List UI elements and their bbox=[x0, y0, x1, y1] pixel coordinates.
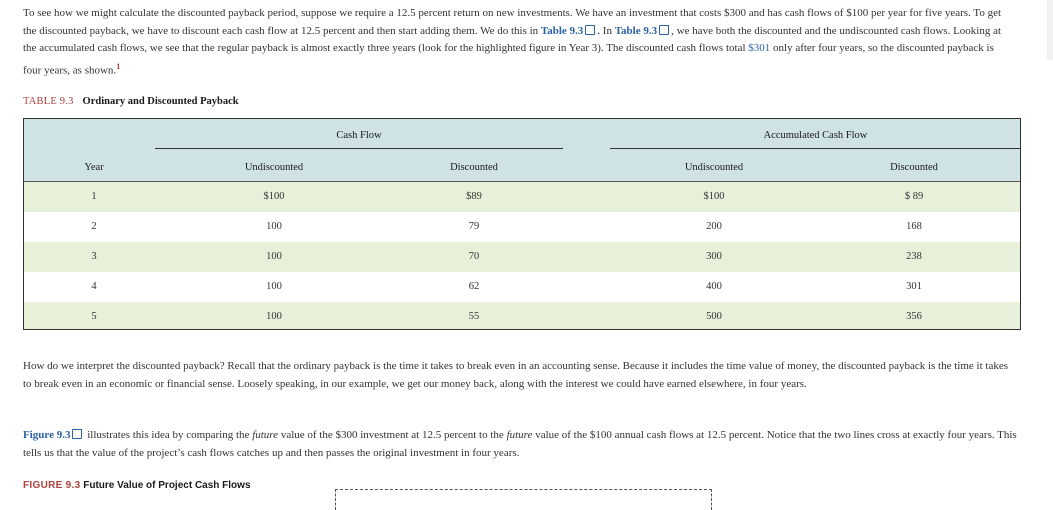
intro-text-1: To see how we might calculate the discounted payback period, suppose we require a 12.5 percent return on new investments. We have an investment that costs $300 and has cash flows of $100 per year for five years. To get the discounted payback, we have to discount each cash flow at 12.5 percent and then start adding them. We do this in bbox=[23, 7, 1002, 37]
figure-title: Future Value of Project Cash Flows bbox=[83, 480, 251, 491]
footnote-marker[interactable]: 1 bbox=[116, 61, 121, 71]
cell-acc-discounted: $ 89 bbox=[904, 191, 924, 202]
col-header-discounted: Discounted bbox=[450, 162, 498, 173]
highlighted-total: $301 bbox=[748, 42, 771, 54]
cell-year: 3 bbox=[91, 251, 97, 262]
figure-emphasis-1: future bbox=[252, 429, 279, 441]
figure-paragraph bbox=[23, 427, 1028, 462]
intro-text-2: . In bbox=[597, 24, 615, 37]
table-row bbox=[24, 212, 1020, 242]
cell-acc-discounted: 238 bbox=[906, 251, 922, 262]
cell-cf-undiscounted: 100 bbox=[266, 311, 282, 322]
col-header-undiscounted: Undiscounted bbox=[244, 162, 304, 173]
group-underline-cash-flow bbox=[155, 148, 563, 149]
figure-text-1: illustrates this idea by comparing the bbox=[84, 429, 253, 441]
cell-cf-discounted: 55 bbox=[468, 311, 480, 322]
payback-table bbox=[23, 118, 1021, 330]
col-header-acc-discounted: Discounted bbox=[890, 162, 938, 173]
figure-caption bbox=[23, 480, 251, 491]
external-link-icon[interactable] bbox=[72, 429, 82, 439]
cell-cf-discounted: $89 bbox=[466, 191, 482, 202]
cell-year: 4 bbox=[91, 281, 97, 292]
cell-acc-undiscounted-highlighted: 300 bbox=[706, 251, 722, 262]
cell-acc-undiscounted: 400 bbox=[706, 281, 722, 292]
cell-year: 2 bbox=[91, 221, 97, 232]
cell-cf-undiscounted: 100 bbox=[266, 221, 282, 232]
cell-acc-undiscounted: 500 bbox=[706, 311, 722, 322]
group-header-cash-flow: Cash Flow bbox=[336, 130, 382, 141]
cell-acc-discounted: 356 bbox=[906, 311, 922, 322]
figure-frame bbox=[335, 489, 712, 510]
intro-text-3: , we have both the discounted and the undiscounted cash flows. Looking at the accumulated cash flows, we see that the regular payback is almost exactly three years (look for the highlighted figure in Year 3). The discounted cash flows total bbox=[23, 24, 1002, 54]
table-row bbox=[24, 182, 1020, 212]
table-header bbox=[24, 119, 1020, 181]
external-link-icon[interactable] bbox=[585, 25, 595, 35]
group-underline-accumulated bbox=[610, 148, 1021, 149]
cell-acc-discounted-highlighted: 301 bbox=[906, 281, 922, 292]
table-row bbox=[24, 242, 1020, 272]
cell-year: 5 bbox=[91, 311, 97, 322]
table-9-3-link-2[interactable]: Table 9.3 bbox=[614, 24, 658, 37]
table-9-3-link[interactable]: Table 9.3 bbox=[540, 24, 584, 37]
external-link-icon[interactable] bbox=[659, 25, 669, 35]
cell-cf-discounted: 79 bbox=[468, 221, 480, 232]
cell-acc-undiscounted: 200 bbox=[706, 221, 722, 232]
table-row bbox=[24, 302, 1020, 329]
interpretation-paragraph: How do we interpret the discounted payback? Recall that the ordinary payback is the time it takes to break even in an accounting sense. Because it includes the time value of money, the discounted payback is the time it takes to break even in an economic or financial sense. Loosely speaking, in our example, we get our money back, along with the interest we could have earned elsewhere, in four years. bbox=[23, 360, 1008, 390]
cell-cf-discounted: 70 bbox=[468, 251, 480, 262]
intro-text-4: only after four years, so the discounted payback is four years, as shown. bbox=[23, 42, 994, 77]
figure-label: FIGURE 9.3 bbox=[23, 480, 81, 491]
cell-cf-undiscounted: 100 bbox=[266, 281, 282, 292]
intro-paragraph bbox=[23, 5, 1008, 80]
col-header-year: Year bbox=[84, 162, 104, 173]
col-header-acc-undiscounted: Undiscounted bbox=[684, 162, 744, 173]
figure-text-2: value of the $300 investment at 12.5 percent to the bbox=[278, 429, 507, 441]
table-title: Ordinary and Discounted Payback bbox=[82, 96, 239, 107]
scrollbar-track[interactable] bbox=[1047, 0, 1053, 60]
cell-year: 1 bbox=[91, 191, 97, 202]
group-header-accumulated: Accumulated Cash Flow bbox=[763, 130, 868, 141]
table-row bbox=[24, 272, 1020, 302]
cell-acc-discounted: 168 bbox=[906, 221, 922, 232]
cell-acc-undiscounted: $100 bbox=[703, 191, 725, 202]
figure-9-3-link[interactable]: Figure 9.3 bbox=[23, 429, 71, 441]
cell-cf-undiscounted: 100 bbox=[266, 251, 282, 262]
figure-emphasis-2: future bbox=[506, 429, 533, 441]
cell-cf-undiscounted: $100 bbox=[263, 191, 285, 202]
table-caption bbox=[23, 96, 239, 107]
cell-cf-discounted: 62 bbox=[468, 281, 480, 292]
table-label: TABLE 9.3 bbox=[23, 96, 74, 107]
figure-text-3: value of the $100 annual cash flows at 12.5 percent. Notice that the two lines cross at exactly four years. This tells us that the value of the project’s cash flows catches up and then passes the original investment in four years. bbox=[23, 429, 1017, 459]
